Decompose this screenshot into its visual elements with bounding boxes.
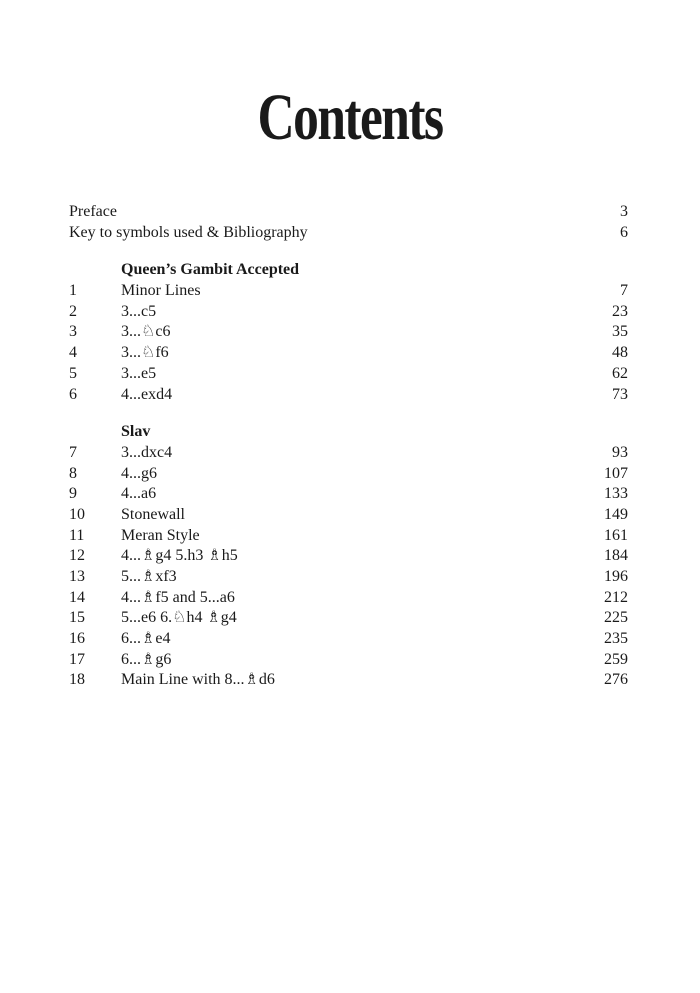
chapter-page: 23 — [612, 302, 628, 320]
section-heading-label: Slav — [121, 423, 151, 441]
chapter-row — [69, 608, 628, 629]
chapter-title: Main Line with 8...♗d6 — [121, 671, 275, 689]
chapter-row — [69, 526, 628, 547]
chapter-number: 10 — [69, 505, 85, 523]
chapter-title: Minor Lines — [121, 282, 201, 300]
chapter-number: 17 — [69, 650, 85, 668]
chapter-page: 133 — [604, 485, 628, 503]
chapter-row — [69, 385, 628, 406]
chapter-row — [69, 343, 628, 364]
chapter-row — [69, 281, 628, 302]
chapter-number: 18 — [69, 671, 85, 689]
chapter-row — [69, 588, 628, 609]
chapter-page: 184 — [604, 547, 628, 565]
chapter-title: 3...♘c6 — [121, 323, 171, 341]
chapter-row — [69, 670, 628, 691]
table-of-contents — [69, 202, 628, 691]
chapter-number: 12 — [69, 547, 85, 565]
section-gap — [69, 243, 628, 260]
chapter-title: 6...♗e4 — [121, 630, 171, 648]
toc-entry-label: Key to symbols used & Bibliography — [69, 223, 308, 241]
chapter-page: 259 — [604, 650, 628, 668]
chapter-number: 3 — [69, 323, 77, 341]
chapter-title: 3...♘f6 — [121, 344, 169, 362]
chapter-title: 5...♗xf3 — [121, 568, 177, 585]
chapter-page: 35 — [612, 323, 628, 341]
chapter-page: 235 — [604, 630, 628, 648]
chapter-title: 3...c5 — [121, 302, 157, 320]
chapter-title: 6...♗g6 — [121, 650, 172, 668]
page-title: Contents — [257, 81, 443, 154]
chapter-row — [69, 302, 628, 323]
chapter-page: 212 — [604, 588, 628, 606]
chapter-title: 4...a6 — [121, 485, 157, 503]
chapter-number: 8 — [69, 464, 77, 482]
chapter-number: 14 — [69, 588, 85, 606]
chapter-row — [69, 567, 628, 588]
chapter-number: 9 — [69, 485, 77, 503]
chapter-page: 225 — [604, 609, 628, 627]
chapter-row — [69, 322, 628, 343]
section-heading-queens-gambit-accepted — [69, 260, 628, 281]
chapter-row — [69, 546, 628, 567]
chapter-row — [69, 650, 628, 671]
toc-entry-key-to-symbols — [69, 223, 628, 244]
chapter-title: Stonewall — [121, 505, 185, 523]
chapter-page: 196 — [604, 568, 628, 585]
chapter-row — [69, 364, 628, 385]
chapter-title: 4...♗g4 5.h3 ♗h5 — [121, 547, 238, 565]
chapter-number: 7 — [69, 443, 77, 461]
chapter-row — [69, 484, 628, 505]
chapter-number: 1 — [69, 282, 77, 300]
chapter-page: 161 — [604, 526, 628, 544]
chapter-title: 3...e5 — [121, 364, 157, 382]
section-heading-slav — [69, 422, 628, 443]
chapter-title: 4...♗f5 and 5...a6 — [121, 588, 235, 606]
chapter-number: 11 — [69, 526, 85, 544]
chapter-title: 5...e6 6.♘h4 ♗g4 — [121, 609, 237, 627]
chapter-title: 3...dxc4 — [121, 443, 173, 461]
chapter-number: 6 — [69, 385, 77, 403]
chapter-page: 149 — [604, 505, 628, 523]
chapter-row — [69, 505, 628, 526]
chapter-page: 93 — [612, 443, 628, 461]
chapter-title: Meran Style — [121, 526, 200, 544]
chapter-number: 2 — [69, 302, 77, 320]
chapter-row — [69, 464, 628, 485]
chapter-row — [69, 443, 628, 464]
chapter-title: 4...exd4 — [121, 385, 173, 403]
chapter-page: 73 — [612, 385, 628, 403]
chapter-number: 13 — [69, 568, 85, 585]
chapter-number: 16 — [69, 630, 85, 648]
section-gap — [69, 405, 628, 422]
chapter-row — [69, 629, 628, 650]
chapter-page: 276 — [604, 671, 628, 689]
chapter-page: 107 — [604, 464, 628, 482]
chapter-page: 48 — [612, 344, 628, 362]
chapter-number: 5 — [69, 364, 77, 382]
toc-entry-page: 6 — [620, 223, 628, 241]
chapter-page: 7 — [620, 282, 628, 300]
chapter-number: 15 — [69, 609, 85, 627]
toc-entry-page: 3 — [620, 203, 628, 220]
chapter-page: 62 — [612, 364, 628, 382]
chapter-number: 4 — [69, 344, 77, 362]
toc-entry-label: Preface — [69, 203, 117, 220]
section-heading-label: Queen’s Gambit Accepted — [121, 261, 300, 279]
chapter-title: 4...g6 — [121, 464, 157, 482]
toc-entry-preface — [69, 202, 628, 223]
